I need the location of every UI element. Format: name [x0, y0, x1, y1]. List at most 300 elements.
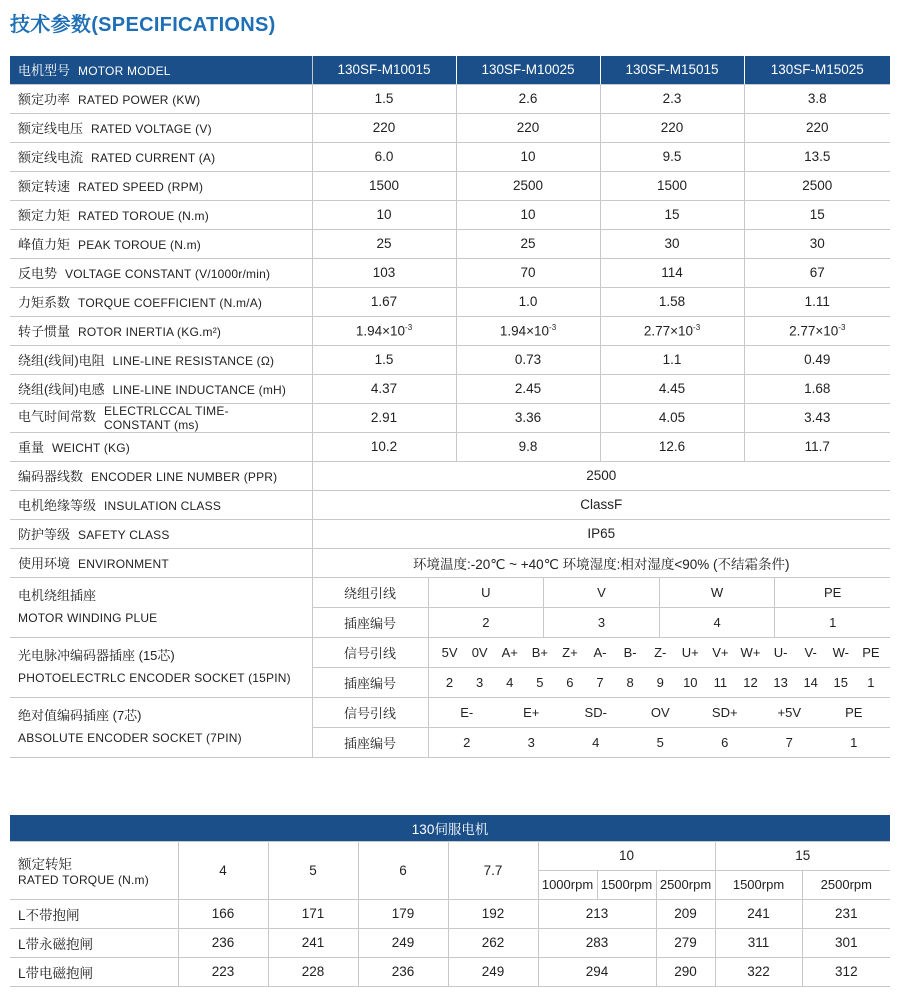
pin-cell: U+: [681, 644, 699, 660]
length-value: 228: [268, 957, 358, 986]
length-row-label: L不带抱闸: [10, 899, 178, 928]
exponent: -3: [693, 322, 701, 332]
spec-value-text: 1.11: [804, 294, 830, 309]
spec-row-label-en: WEICHT (KG): [52, 441, 130, 455]
pin-row-label: 插座编号: [313, 668, 429, 697]
length-value: 279: [656, 928, 715, 957]
spec-row-label-en: SAFETY CLASS: [78, 528, 170, 542]
pin-cell: 14: [803, 674, 818, 690]
spec-value: [456, 142, 600, 171]
rpm-label: 1000rpm: [538, 870, 597, 899]
winding-plug-label-zh: 电机绕组插座: [18, 588, 97, 603]
spec-value-text: 1500: [656, 178, 688, 193]
length-value: 249: [358, 928, 448, 957]
spec-row: [10, 113, 890, 142]
spec-value: [312, 316, 456, 345]
rated-torque-en: RATED TORQUE (N.m): [18, 873, 149, 887]
spec-row-label-zh: 绕组(线间)电感: [18, 382, 105, 397]
pin-cell: 2: [463, 734, 471, 750]
spec-row-label-en: ROTOR INERTIA (KG.m²): [78, 325, 222, 339]
spec-value-text: 4.05: [658, 410, 686, 425]
length-value: 322: [715, 957, 802, 986]
winding-cell: 4: [659, 608, 775, 637]
spec-row-label: [10, 548, 312, 577]
spec-row-label: [10, 432, 312, 461]
spec-value: [600, 84, 744, 113]
pin-cell: 15: [833, 674, 848, 690]
spec-row-label-zh: 重量: [18, 440, 45, 455]
spec-row-label-en: VOLTAGE CONSTANT (V/1000r/min): [65, 267, 271, 281]
length-value: 312: [802, 957, 890, 986]
length-value: 231: [802, 899, 890, 928]
rpm-label: 2500rpm: [802, 870, 890, 899]
spec-row-encoder-lines: [10, 461, 890, 490]
spec-row-label-zh: 防护等级: [18, 527, 71, 542]
spec-value-text: 1.94×10: [499, 323, 550, 339]
spec-row: [10, 432, 890, 461]
spec-value: [744, 287, 890, 316]
spec-value-text: 2500: [802, 178, 833, 193]
spec-row-label-en: TORQUE COEFFICIENT (N.m/A): [78, 296, 263, 310]
torque-value: 7.7: [448, 841, 538, 899]
spec-row-label-zh: 电气时间常数: [18, 408, 97, 424]
spec-value: [312, 345, 456, 374]
spec-row: [10, 229, 890, 258]
spec-value-text: 1500: [368, 178, 400, 193]
spec-value: [456, 287, 600, 316]
pin-row-label: 信号引线: [313, 698, 429, 727]
spec-value: [456, 403, 600, 432]
pin-cell: B-: [623, 644, 637, 660]
spec-row-label: [10, 490, 312, 519]
spec-value: [600, 432, 744, 461]
spec-row: [10, 84, 890, 113]
length-value: 166: [178, 899, 268, 928]
pin-cell: 9: [656, 674, 664, 690]
pin-cell: V-: [804, 644, 817, 660]
spec-row: [10, 258, 890, 287]
pin-cell: 0V: [471, 644, 488, 660]
spec-value-text: 30: [809, 236, 825, 251]
length-value: 294: [538, 957, 656, 986]
spec-value-text: 114: [661, 265, 683, 280]
pin-cell: A+: [501, 644, 518, 660]
model-header: 130SF-M15015: [600, 56, 744, 84]
length-value: 262: [448, 928, 538, 957]
spec-value: [744, 171, 890, 200]
length-value: 179: [358, 899, 448, 928]
length-value: 283: [538, 928, 656, 957]
spec-value: [312, 229, 456, 258]
spec-row: [10, 374, 890, 403]
torque-dimension-table: [10, 815, 890, 987]
spec-row-label-en: ENVIRONMENT: [78, 557, 169, 571]
photo-encoder-cells: [312, 667, 890, 697]
spec-value: [312, 432, 456, 461]
pin-cell: 3: [527, 734, 535, 750]
pin-cell: 5: [536, 674, 544, 690]
spec-value-text: 1.5: [374, 352, 394, 367]
spec-value-text: 1.67: [370, 294, 398, 309]
pin-cell: U-: [773, 644, 788, 660]
pin-cell: E-: [460, 704, 474, 720]
spec-row-label: [10, 200, 312, 229]
pin-cell: 13: [773, 674, 788, 690]
spec-row-label: [10, 403, 312, 432]
spec-row-label: [10, 287, 312, 316]
winding-plug-label: [10, 577, 312, 637]
spec-row: [10, 403, 890, 432]
abs-encoder-row: [10, 697, 890, 727]
spec-value: [744, 374, 890, 403]
winding-row-label: 插座编号: [313, 608, 429, 637]
spec-row-label-en: RATED TOROUE (N.m): [78, 209, 209, 223]
photo-encoder-label-zh: 光电脉冲编码器插座 (15芯): [18, 648, 175, 663]
winding-plug-cells: [312, 607, 890, 637]
spec-row-insulation: [10, 490, 890, 519]
spec-value-text: 1.68: [804, 381, 831, 396]
pin-cell: 2: [445, 674, 454, 690]
spec-row-label-zh: 反电势: [18, 266, 58, 281]
exponent: -3: [405, 322, 413, 332]
abs-encoder-label: [10, 697, 312, 757]
torque-header-row: [10, 815, 890, 841]
pin-cell: 8: [626, 674, 634, 690]
pin-row-label: 插座编号: [313, 728, 429, 757]
length-row: [10, 928, 890, 957]
length-value: 249: [448, 957, 538, 986]
pin-cell: B+: [531, 644, 548, 660]
spec-value-text: 70: [520, 265, 536, 280]
spec-row-label-zh: 使用环境: [18, 556, 71, 571]
spec-span-value: ClassF: [312, 490, 890, 519]
spec-value-text: 0.73: [514, 352, 542, 367]
spec-row-label: [10, 374, 312, 403]
spec-span-value: 2500: [312, 461, 890, 490]
winding-cell: 2: [482, 614, 490, 630]
spec-value: [456, 229, 600, 258]
torque-value: 15: [715, 841, 890, 870]
winding-cell: W: [659, 578, 775, 607]
spec-value-text: 12.6: [658, 439, 686, 454]
spec-row: [10, 171, 890, 200]
spec-value-text: 9.5: [662, 149, 682, 164]
spec-value: [456, 345, 600, 374]
spec-value: [600, 113, 744, 142]
spec-value-text: 2.77×10: [643, 323, 694, 339]
pin-cell: 5: [656, 734, 664, 750]
spec-span-value: 环境温度:-20℃ ~ +40℃ 环境湿度:相对湿度<90% (不结霜条件): [312, 548, 890, 577]
spec-row-label: [10, 258, 312, 287]
spec-row-label-zh: 力矩系数: [18, 295, 71, 310]
spec-value: [312, 258, 456, 287]
spec-value-text: 3.36: [514, 410, 542, 425]
spec-value: [744, 113, 890, 142]
torque-value: 5: [268, 841, 358, 899]
spec-value-text: 67: [809, 265, 825, 280]
spec-value: [456, 432, 600, 461]
spec-value-text: 0.49: [804, 352, 831, 367]
spec-row-label-zh: 峰值力矩: [18, 237, 71, 252]
spec-value-text: 4.45: [658, 381, 686, 396]
pin-list: [429, 645, 891, 660]
spec-row: [10, 345, 890, 374]
spec-value-text: 3.43: [804, 410, 831, 425]
pin-cell: 12: [743, 674, 758, 690]
spec-value: [456, 258, 600, 287]
label-line-2: CONSTANT (ms): [104, 417, 199, 432]
spec-value: [600, 200, 744, 229]
spec-row-label-en: PEAK TOROUE (N.m): [78, 238, 201, 252]
spec-value-text: 10: [520, 149, 536, 164]
spec-value: [744, 142, 890, 171]
pin-cell: Z-: [654, 644, 667, 660]
length-value: 223: [178, 957, 268, 986]
rpm-label: 1500rpm: [715, 870, 802, 899]
spec-row-label: [10, 519, 312, 548]
spec-value: [600, 258, 744, 287]
spec-value-text: 2.45: [514, 381, 542, 396]
pin-cell: 6: [721, 734, 729, 750]
spec-row-label-en: ENCODER LINE NUMBER (PPR): [91, 470, 278, 484]
spec-value-text: 30: [664, 236, 680, 251]
model-header: 130SF-M15025: [744, 56, 890, 84]
pin-cell: E+: [523, 704, 540, 720]
pin-cell: 4: [592, 734, 600, 750]
spec-value: [312, 403, 456, 432]
pin-cell: PE: [862, 644, 880, 660]
spec-row-label-zh: 电机绝缘等级: [18, 498, 97, 513]
motor-model-label-en: MOTOR MODEL: [78, 64, 171, 79]
abs-encoder-cells: [312, 727, 890, 757]
spec-value: [312, 142, 456, 171]
torque-value: 6: [358, 841, 448, 899]
winding-plug-cells: [312, 577, 890, 607]
spec-value-text: 1.58: [658, 294, 686, 309]
exponent: -3: [838, 322, 846, 332]
spec-value: [744, 258, 890, 287]
pin-list: [429, 675, 891, 690]
spec-row: [10, 142, 890, 171]
spec-value: [744, 316, 890, 345]
pin-list: [429, 705, 891, 720]
spec-value-text: 1.5: [374, 91, 394, 106]
rated-torque-zh: 额定转矩: [18, 857, 72, 872]
model-header: 130SF-M10025: [456, 56, 600, 84]
spec-row-label-en: RATED VOLTAGE (V): [91, 122, 212, 136]
spec-row-label-en: [104, 404, 229, 432]
spec-value-text: 2.6: [518, 91, 538, 106]
pin-cell: V+: [712, 644, 729, 660]
spec-row-label-zh: 额定线电流: [18, 150, 84, 165]
pin-cell: 7: [785, 734, 793, 750]
spec-value: [312, 374, 456, 403]
spec-row-label-en: RATED POWER (KW): [78, 93, 201, 107]
spec-value-text: 1.94×10: [355, 323, 406, 339]
spec-value: [312, 84, 456, 113]
spec-row-label-zh: 额定功率: [18, 92, 71, 107]
spec-value-text: 220: [516, 120, 540, 135]
spec-row-label-en: RATED CURRENT (A): [91, 151, 216, 165]
spec-row-label-zh: 额定力矩: [18, 208, 71, 223]
length-value: 236: [178, 928, 268, 957]
length-row: [10, 899, 890, 928]
pin-cell: W-: [832, 644, 849, 660]
spec-value: [744, 432, 890, 461]
pin-cell: OV: [650, 704, 670, 720]
spec-row-label-zh: 额定转速: [18, 179, 71, 194]
spec-value: [600, 345, 744, 374]
pin-cell: PE: [845, 704, 863, 720]
spec-value-text: 6.0: [374, 149, 394, 164]
pin-cell: SD-: [584, 704, 607, 720]
length-value: 209: [656, 899, 715, 928]
specifications-table: [10, 56, 890, 758]
spec-value: [312, 113, 456, 142]
winding-cell: V: [543, 578, 659, 607]
spec-value: [600, 142, 744, 171]
spec-row-label: [10, 345, 312, 374]
spec-value: [600, 316, 744, 345]
spec-value-text: 1.1: [662, 352, 682, 367]
spec-row-label-zh: 额定线电压: [18, 121, 84, 136]
motor-model-label: [10, 56, 312, 84]
length-value: 171: [268, 899, 358, 928]
pin-list: [429, 735, 891, 750]
pin-cell: +5V: [777, 704, 801, 720]
spec-value-text: 2.3: [662, 91, 682, 106]
spec-value: [744, 200, 890, 229]
spec-value-text: 13.5: [804, 149, 831, 164]
torque-value: 4: [178, 841, 268, 899]
spec-value: [600, 171, 744, 200]
exponent: -3: [549, 322, 557, 332]
spec-value: [312, 287, 456, 316]
photo-encoder-row: [10, 637, 890, 667]
spec-value: [600, 287, 744, 316]
length-value: 192: [448, 899, 538, 928]
length-value: 290: [656, 957, 715, 986]
pin-cell: 4: [506, 674, 514, 690]
winding-cell: 3: [543, 608, 659, 637]
winding-cell: U: [481, 584, 491, 600]
pin-cell: 11: [713, 674, 728, 690]
pin-cell: 10: [683, 674, 698, 690]
page-title: 技术参数(SPECIFICATIONS): [10, 14, 276, 36]
spec-value-text: 15: [664, 207, 680, 222]
pin-cell: 6: [566, 674, 574, 690]
spec-value-text: 1.0: [518, 294, 538, 309]
length-row: [10, 957, 890, 986]
spec-row: [10, 316, 890, 345]
spec-header-row: [10, 56, 890, 84]
motor-model-label-zh: 电机型号: [18, 63, 71, 79]
winding-cell: PE: [774, 578, 890, 607]
spec-value-text: 15: [809, 207, 825, 222]
spec-row-label: [10, 461, 312, 490]
spec-value-text: 103: [372, 265, 396, 280]
length-value: 241: [715, 899, 802, 928]
spec-value: [312, 171, 456, 200]
winding-row-label: 绕组引线: [313, 578, 429, 607]
abs-encoder-label-en: ABSOLUTE ENCODER SOCKET (7PIN): [18, 731, 242, 745]
torque-value: 10: [538, 841, 715, 870]
spec-row-label-zh: 编码器线数: [18, 469, 84, 484]
spec-value: [744, 345, 890, 374]
spec-row-label-en: LINE-LINE INDUCTANCE (mH): [112, 383, 287, 397]
abs-encoder-label-zh: 绝对值编码插座 (7芯): [18, 708, 142, 723]
spec-value: [456, 84, 600, 113]
pin-cell: 1: [867, 674, 875, 690]
spec-value-text: 11.7: [804, 439, 830, 454]
length-value: 301: [802, 928, 890, 957]
pin-cell: Z+: [562, 644, 578, 660]
photo-encoder-label: [10, 637, 312, 697]
spec-value-text: 10: [376, 207, 392, 222]
pin-cell: A-: [593, 644, 607, 660]
spec-row-label: [10, 142, 312, 171]
torque-values-row: [10, 841, 890, 870]
spec-value: [456, 374, 600, 403]
spec-value-text: 220: [660, 120, 684, 135]
spec-value-text: 2.77×10: [789, 323, 839, 339]
spec-value-text: 10: [520, 207, 536, 222]
spec-value-text: 2500: [512, 178, 544, 193]
pin-cell: 3: [476, 674, 484, 690]
length-value: 241: [268, 928, 358, 957]
spec-value-text: 25: [376, 236, 392, 251]
pin-cell: W+: [740, 644, 761, 660]
spec-value: [600, 374, 744, 403]
spec-value: [744, 403, 890, 432]
length-value: 236: [358, 957, 448, 986]
spec-value: [312, 200, 456, 229]
torque-table-title: 130伺服电机: [10, 815, 890, 841]
spec-row-label-en: RATED SPEED (RPM): [78, 180, 204, 194]
rpm-label: 1500rpm: [597, 870, 656, 899]
spec-row-label: [10, 229, 312, 258]
spec-value: [456, 200, 600, 229]
spec-value-text: 10.2: [370, 439, 398, 454]
spec-value: [456, 316, 600, 345]
winding-plug-label-en: MOTOR WINDING PLUE: [18, 611, 158, 625]
spec-value: [600, 403, 744, 432]
spec-value-text: 220: [372, 120, 396, 135]
spec-row-label-zh: 绕组(线间)电阻: [18, 353, 105, 368]
spec-value: [744, 229, 890, 258]
length-value: 311: [715, 928, 802, 957]
pin-row-label: 信号引线: [313, 638, 429, 667]
spec-row-label: [10, 171, 312, 200]
rated-torque-label: [10, 841, 178, 899]
spec-value: [456, 113, 600, 142]
spec-value: [744, 84, 890, 113]
spec-row-label: [10, 316, 312, 345]
spec-row-label: [10, 113, 312, 142]
spec-value-text: 2.91: [370, 410, 398, 425]
spec-row-label-en: INSULATION CLASS: [104, 499, 222, 513]
spec-value-text: 9.8: [518, 439, 538, 454]
winding-plug-row: [10, 577, 890, 607]
label-line-1: ELECTRLCCAL TIME-: [104, 403, 229, 418]
spec-value-text: 4.37: [370, 381, 398, 396]
winding-cell: 1: [774, 608, 890, 637]
photo-encoder-label-en: PHOTOELECTRLC ENCODER SOCKET (15PIN): [18, 671, 291, 685]
spec-row: [10, 287, 890, 316]
spec-row-environment: [10, 548, 890, 577]
pin-cell: 1: [850, 734, 858, 750]
length-row-label: L带电磁抱闸: [10, 957, 178, 986]
